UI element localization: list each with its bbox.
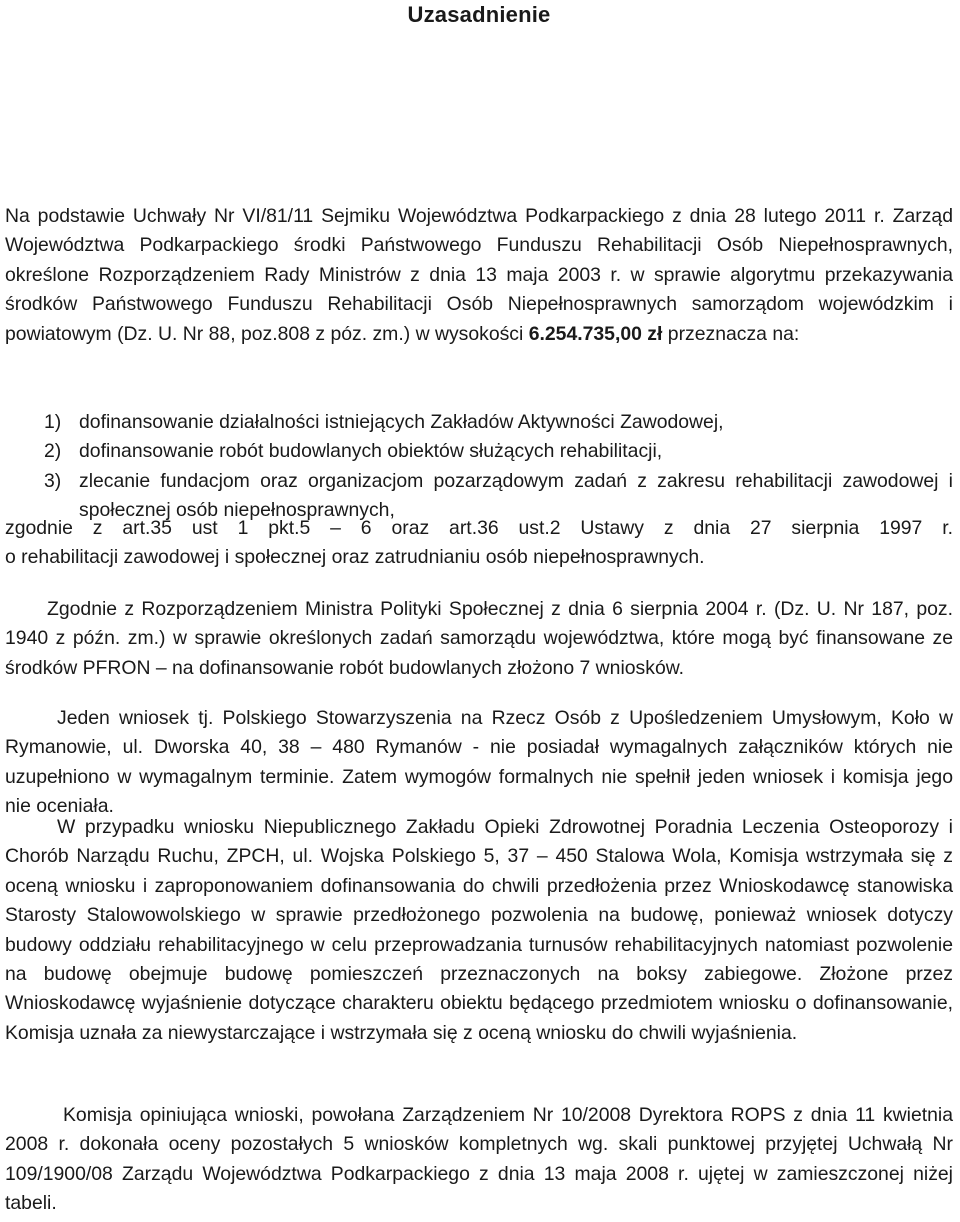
intro-amount: 6.254.735,00 zł	[528, 322, 663, 345]
list-item	[5, 408, 953, 437]
list-item	[5, 437, 953, 466]
list-item-number: 1)	[44, 411, 62, 433]
legal-basis-line: o rehabilitacji zawodowej i społecznej oraz zatrudnianiu osób niepełnosprawnych.	[5, 546, 705, 569]
list-item-number: 2)	[44, 440, 62, 463]
intro-paragraph	[5, 202, 953, 349]
regulation-paragraph: Zgodnie z Rozporządzeniem Ministra Polityki Społecznej z dnia 6 sierpnia 2004 r. (Dz. U. Nr 187, poz. 1940 z późn. zm.) w sprawie określonych zadań samorządu województwa, które mogą być finansowane ze środków PFRON – na dofinansowanie robót budowlanych złożono 7 wniosków.	[5, 598, 953, 679]
intro-text: Na podstawie Uchwały Nr VI/81/11 Sejmiku Województwa Podkarpackiego z dnia 28 lutego 2011 r. Zarząd Województwa Podkarpackiego środki Państwowego Funduszu Rehabilitacji Osób Niepełnosprawnych, określone Rozporządzeniem Rady Ministrów z dnia 13 maja 2003 r. w sprawie algorytmu przekazywania środków Państwowego Funduszu Rehabilitacji Osób Niepełnosprawnych samorządom wojewódzkim i powiatowym (Dz. U. Nr 88, poz.808 z póz. zm.) w wysokości	[5, 205, 953, 345]
commission-paragraph: Komisja opiniująca wnioski, powołana Zarządzeniem Nr 10/2008 Dyrektora ROPS z dnia 11 kwietnia 2008 r. dokonała oceny pozostałych 5 wniosków kompletnych wg. skali punktowej przyjętej Uchwałą Nr 109/1900/08 Zarządu Województwa Podkarpackiego z dnia 13 maja 2008 r. ujętej w zamieszczonej niżej tabeli.	[5, 1104, 953, 1215]
legal-basis	[5, 514, 953, 573]
rejected-application-paragraph: Jeden wniosek tj. Polskiego Stowarzyszenia na Rzecz Osób z Upośledzeniem Umysłowym, Koło w Rymanowie, ul. Dworska 40, 38 – 480 Rymanów - nie posiadał wymagalnych załączników których nie uzupełniono w wymagalnym terminie. Zatem wymogów formalnych nie spełnił jeden wniosek i komisja jego nie oceniała.	[5, 707, 953, 818]
document-title: Uzasadnienie	[407, 2, 551, 27]
list-item-text: dofinansowanie robót budowlanych obiektów służących rehabilitacji,	[79, 440, 663, 463]
suspended-application-paragraph: W przypadku wniosku Niepublicznego Zakładu Opieki Zdrowotnej Poradnia Leczenia Osteoporozy i Chorób Narządu Ruchu, ZPCH, ul. Wojska Polskiego 5, 37 – 450 Stalowa Wola, Komisja wstrzymała się z oceną wniosku i zaproponowaniem dofinansowania do chwili przedłożenia przez Wnioskodawcę stanowiska Starosty Stalowowolskiego w sprawie przedłożonego pozwolenia na budowę, ponieważ wniosek dotyczy budowy oddziału rehabilitacyjnego w celu przeprowadzania turnusów rehabilitacyjnych natomiast pozwolenie na budowę obejmuje budowę pomieszczeń przeznaczonych na boksy zabiegowe. Złożone przez Wnioskodawcę wyjaśnienie dotyczące charakteru obiektu będącego przedmiotem wniosku o dofinansowanie, Komisja uznała za niewystarczające i wstrzymała się z oceną wniosku do chwili wyjaśnienia.	[5, 816, 953, 1044]
purpose-list	[5, 408, 953, 526]
list-item-text: dofinansowanie działalności istniejących Zakładów Aktywności Zawodowej,	[79, 411, 724, 433]
intro-suffix: przeznacza na:	[662, 322, 800, 345]
list-item-number: 3)	[44, 469, 62, 492]
list-item-text: zlecanie fundacjom oraz organizacjom pozarządowym zadań z zakresu rehabilitacji zawodowej i społecznej osób niepełnosprawnych,	[79, 469, 953, 522]
legal-basis-line: zgodnie z art.35 ust 1 pkt.5 – 6 oraz art.36 ust.2 Ustawy z dnia 27 sierpnia 1997 r.	[5, 517, 953, 539]
